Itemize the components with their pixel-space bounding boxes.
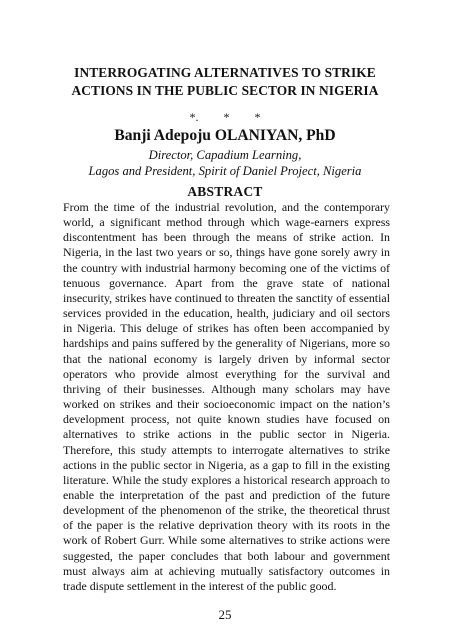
page-number: 25	[218, 607, 232, 622]
paper-title	[40, 64, 410, 100]
paper-title-line-1: INTERROGATING ALTERNATIVES TO STRIKE	[74, 65, 376, 80]
author-affiliation-line-2: Lagos and President, Spirit of Daniel Project, Nigeria	[88, 164, 362, 178]
paper-title-line-2: ACTIONS IN THE PUBLIC SECTOR IN NIGERIA	[71, 83, 379, 98]
abstract-text: From the time of the industrial revolution, and the contemporary world, a significant method through which wage-earners express discontentment has been through the means of strike action. In Nigeria, in the last two years or so, things have gone sorely awry in the country with industrial harmony becoming one of the victims of tenuous governance. Apart from the grave state of national insecurity, strikes have continued to threaten the sanctity of essential services provided in the education, health, judiciary and oil sectors in Nigeria. This deluge of strikes has often been accompanied by hardships and pains suffered by the generality of Nigerians, more so that the national economy is largely driven by informal sector operators who provide almost everything for the survival and thriving of their businesses. Although many scholars may have worked on strikes and their socioeconomic impact on the nation’s development process, not quite known studies have focused on alternatives to strike actions in the public sector in Nigeria. Therefore, this study attempts to interrogate alternatives to strike actions in the public sector in Nigeria, as a gap to fill in the existing literature. While the study explores a historical research approach to enable the interpretation of the past and prediction of the future development of the phenomenon of the strike, the theoretical thrust of the paper is the relative deprivation theory with its roots in the work of Robert Gurr. While some alternatives to strike actions were suggested, the paper concludes that both labour and government must always aim at achieving mutually satisfactory outcomes in trade dispute settlement in the interest of the public good.	[63, 200, 390, 593]
abstract-heading: ABSTRACT	[187, 184, 263, 199]
section-separator: *. * *	[189, 110, 261, 124]
author-affiliation-line-1: Director, Capadium Learning,	[148, 148, 302, 162]
author-name: Banji Adepoju OLANIYAN, PhD	[114, 127, 336, 144]
